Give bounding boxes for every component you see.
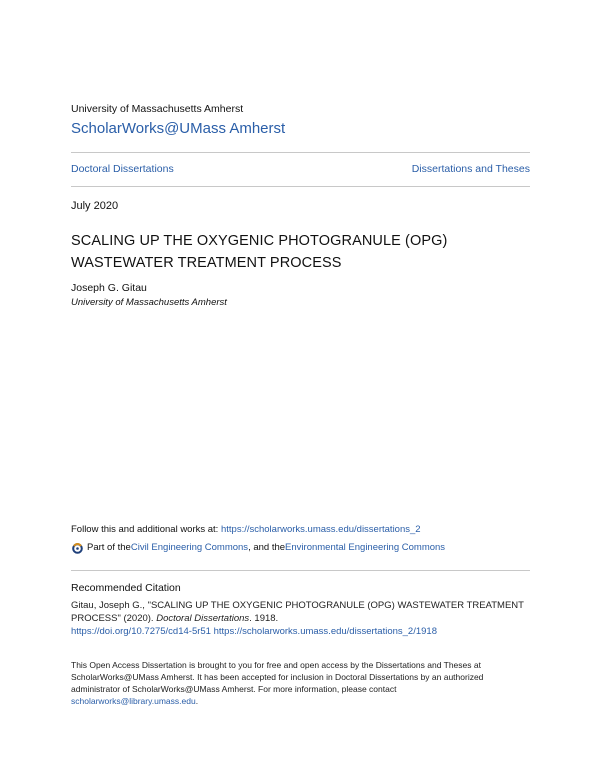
publication-date: July 2020 [71,200,119,212]
open-access-icon [71,541,84,554]
citation-line-3 [71,625,531,638]
collection-url-link[interactable]: https://scholarworks.umass.edu/dissertations_2 [220,524,421,535]
citation-body [71,599,531,638]
site-name-link[interactable]: ScholarWorks@UMass Amherst [71,120,286,137]
citation-line-2 [71,612,531,625]
citation-line-2a: PROCESS" (2020). [71,613,157,624]
citation-journal: Doctoral Dissertations [156,613,250,624]
doi-link[interactable]: https://doi.org/10.7275/cd14-5r51 [71,626,211,637]
contact-email-link[interactable]: scholarworks@library.umass.edu [71,696,196,706]
citation-heading: Recommended Citation [71,582,181,594]
divider-nav [71,186,530,187]
part-of-prefix: Part of the [87,542,131,553]
university-name: University of Massachusetts Amherst [71,103,244,115]
part-of-line [71,541,445,554]
footer-notice [71,659,531,707]
part-of-middle: , and the [248,542,286,553]
paper-title [71,230,531,274]
citation-line-2b: . 1918. [249,613,279,624]
dissertations-and-theses-link[interactable]: Dissertations and Theses [411,163,530,175]
footer-text: This Open Access Dissertation is brought to you for free and open access by the Dissertations and Theses at ScholarWorks@UMass Amherst. It has been accepted for inclusion in Doctoral Dissertations by an authorized administrator of ScholarWorks@UMass Amherst. For more information, please contact [71,660,484,694]
divider-top [71,152,530,153]
author-affiliation: University of Massachusetts Amherst [71,297,227,308]
title-line-1: SCALING UP THE OXYGENIC PHOTOGRANULE (OPG) [71,233,448,249]
follow-prefix: Follow this and additional works at: [71,524,221,535]
author-name: Joseph G. Gitau [71,282,147,294]
divider-citation [71,570,530,571]
title-line-2: WASTEWATER TREATMENT PROCESS [71,255,342,271]
doctoral-dissertations-link[interactable]: Doctoral Dissertations [71,163,174,175]
footer-end: . [195,696,199,706]
follow-line [71,524,421,535]
citation-url-link[interactable]: https://scholarworks.umass.edu/dissertations_2/1918 [213,626,437,637]
citation-line-1: Gitau, Joseph G., "SCALING UP THE OXYGENIC PHOTOGRANULE (OPG) WASTEWATER TREATMENT [71,600,524,611]
civil-engineering-commons-link[interactable]: Civil Engineering Commons [130,542,249,553]
environmental-engineering-commons-link[interactable]: Environmental Engineering Commons [285,542,446,553]
